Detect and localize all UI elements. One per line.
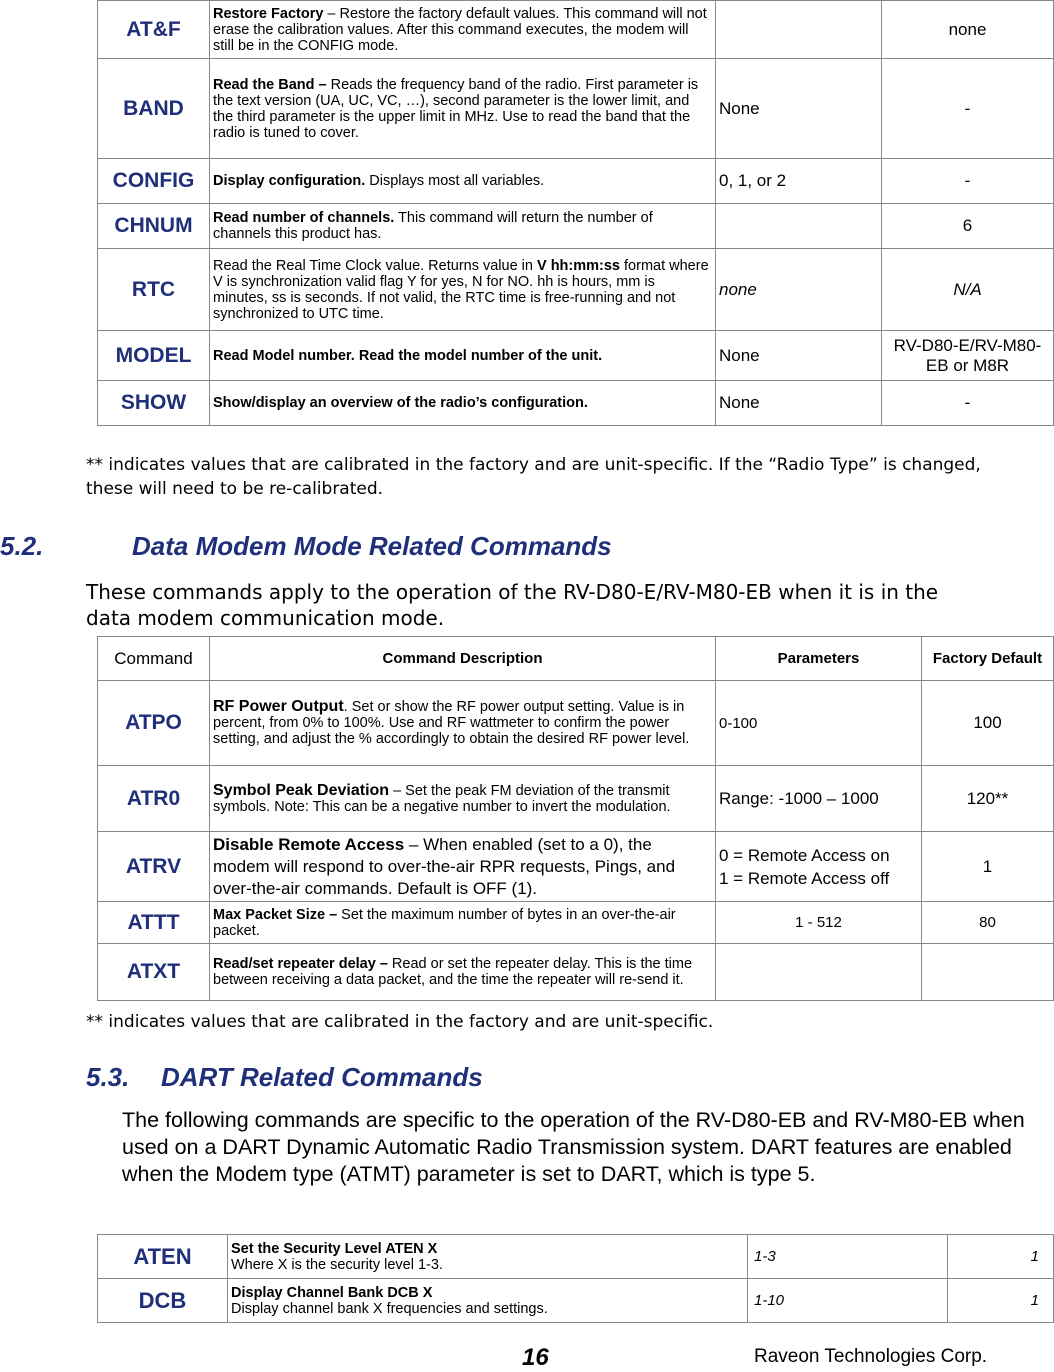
- section-5-2-intro: These commands apply to the operation of the RV-D80-E/RV-M80-EB when it is in the data modem communication mode.: [86, 580, 939, 630]
- company-name: Raveon Technologies Corp.: [754, 1346, 988, 1367]
- table-row: [98, 681, 1054, 766]
- command-code: ATR0: [98, 766, 210, 832]
- table-header-row: [98, 637, 1054, 681]
- command-params: None: [716, 381, 882, 426]
- command-params: 0, 1, or 2: [716, 159, 882, 204]
- command-description: Set the Security Level ATEN X Where X is the security level 1-3.: [228, 1235, 748, 1279]
- header-command: Command: [98, 637, 210, 681]
- command-code: CONFIG: [98, 159, 210, 204]
- command-params: None: [716, 331, 882, 381]
- table-row: [98, 331, 1054, 381]
- command-default: 120**: [922, 766, 1054, 832]
- command-default: N/A: [882, 249, 1054, 331]
- command-params: Range: -1000 – 1000: [716, 766, 922, 832]
- command-description: Read/set repeater delay – Read or set the repeater delay. This is the time between receiving a data packet, and the time the repeater will re-send it.: [210, 944, 716, 1001]
- command-code: ATTT: [98, 902, 210, 944]
- command-params: None: [716, 59, 882, 159]
- header-default: Factory Default: [922, 637, 1054, 681]
- section-heading-5-2: [0, 531, 612, 562]
- command-params: 1 - 512: [716, 902, 922, 944]
- calibration-note: ** indicates values that are calibrated in the factory and are unit-specific. If the “Radio Type” is changed, these will need to be re-calibrated.: [86, 455, 981, 499]
- command-description: Display configuration. Displays most all variables.: [210, 159, 716, 204]
- table-row: [98, 381, 1054, 426]
- table-row: [98, 766, 1054, 832]
- table-row: [98, 1, 1054, 59]
- command-default: 100: [922, 681, 1054, 766]
- command-default: [922, 944, 1054, 1001]
- command-description: Read the Real Time Clock value. Returns value in V hh:mm:ss format where V is synchronization valid flag Y for yes, N for NO. hh is hours, mm is minutes, ss is seconds. If not valid, the RTC time is free-running and not synchronized to UTC time.: [210, 249, 716, 331]
- table-row: [98, 59, 1054, 159]
- command-description: Restore Factory – Restore the factory default values. This command will not erase the calibration values. After this command executes, the modem will still be in the CONFIG mode.: [210, 1, 716, 59]
- command-code: AT&F: [98, 1, 210, 59]
- command-description: Read number of channels. This command will return the number of channels this product has.: [210, 204, 716, 249]
- table-row: [98, 832, 1054, 902]
- page-number: 16: [522, 1344, 549, 1371]
- command-code: RTC: [98, 249, 210, 331]
- table-row: [98, 159, 1054, 204]
- command-default: -: [882, 59, 1054, 159]
- command-code: DCB: [98, 1279, 228, 1323]
- command-params: [716, 1, 882, 59]
- table-row: [98, 1279, 1054, 1323]
- command-code: BAND: [98, 59, 210, 159]
- command-code: ATEN: [98, 1235, 228, 1279]
- command-default: RV-D80-E/RV-M80-EB or M8R: [882, 331, 1054, 381]
- command-default: -: [882, 159, 1054, 204]
- command-default: 6: [882, 204, 1054, 249]
- section-number: 5.3.: [86, 1062, 130, 1092]
- table-row: [98, 204, 1054, 249]
- command-description: Read Model number. Read the model number of the unit.: [210, 331, 716, 381]
- section-title: DART Related Commands: [161, 1062, 483, 1092]
- command-default: none: [882, 1, 1054, 59]
- command-default: 1: [948, 1235, 1054, 1279]
- header-parameters: Parameters: [716, 637, 922, 681]
- command-description: Symbol Peak Deviation – Set the peak FM deviation of the transmit symbols. Note: This can be a negative number to invert the modulation.: [210, 766, 716, 832]
- command-code: SHOW: [98, 381, 210, 426]
- command-params: 1-3: [748, 1235, 948, 1279]
- command-default: 1: [948, 1279, 1054, 1323]
- table-row: [98, 249, 1054, 331]
- command-code: MODEL: [98, 331, 210, 381]
- command-params: 1-10: [748, 1279, 948, 1323]
- command-default: -: [882, 381, 1054, 426]
- command-code: ATRV: [98, 832, 210, 902]
- section-number: 5.2.: [0, 531, 44, 561]
- command-code: ATPO: [98, 681, 210, 766]
- section-5-3-intro: The following commands are specific to the operation of the RV-D80-EB and RV-M80-EB when used on a DART Dynamic Automatic Radio Transmission system. DART features are enabled when the Modem type (ATMT) parameter is set to DART, which is type 5.: [122, 1108, 1025, 1186]
- dart-commands-table: [97, 1234, 1054, 1323]
- header-description: Command Description: [210, 637, 716, 681]
- command-description: Disable Remote Access – When enabled (set to a 0), the modem will respond to over-the-air RPR requests, Pings, and over-the-air commands. Default is OFF (1).: [210, 832, 716, 902]
- command-default: 1: [922, 832, 1054, 902]
- command-params: 0 = Remote Access on 1 = Remote Access off: [716, 832, 922, 902]
- command-params: [716, 204, 882, 249]
- command-params: [716, 944, 922, 1001]
- data-modem-commands-table: [97, 636, 1054, 1001]
- section-heading-5-3: [86, 1062, 483, 1093]
- command-description: Max Packet Size – Set the maximum number of bytes in an over-the-air packet.: [210, 902, 716, 944]
- command-description: Read the Band – Reads the frequency band of the radio. First parameter is the text version (UA, UC, VC, …), second parameter is the lower limit, and the third parameter is the upper limit in MHz. Use to read the band that the radio is tuned to cover.: [210, 59, 716, 159]
- command-description: Display Channel Bank DCB X Display channel bank X frequencies and settings.: [228, 1279, 748, 1323]
- table-row: [98, 1235, 1054, 1279]
- command-params: none: [716, 249, 882, 331]
- command-description: RF Power Output. Set or show the RF power output setting. Value is in percent, from 0% to 100%. Use and RF wattmeter to confirm the power setting, and adjust the % accordingly to obtain the desired RF power level.: [210, 681, 716, 766]
- command-default: 80: [922, 902, 1054, 944]
- command-description: Show/display an overview of the radio’s configuration.: [210, 381, 716, 426]
- calibration-note-2: ** indicates values that are calibrated in the factory and are unit-specific.: [86, 1012, 714, 1032]
- command-code: ATXT: [98, 944, 210, 1001]
- table-row: [98, 944, 1054, 1001]
- command-params: 0-100: [716, 681, 922, 766]
- section-title: Data Modem Mode Related Commands: [132, 531, 612, 561]
- command-code: CHNUM: [98, 204, 210, 249]
- config-commands-table: [97, 0, 1054, 426]
- table-row: [98, 902, 1054, 944]
